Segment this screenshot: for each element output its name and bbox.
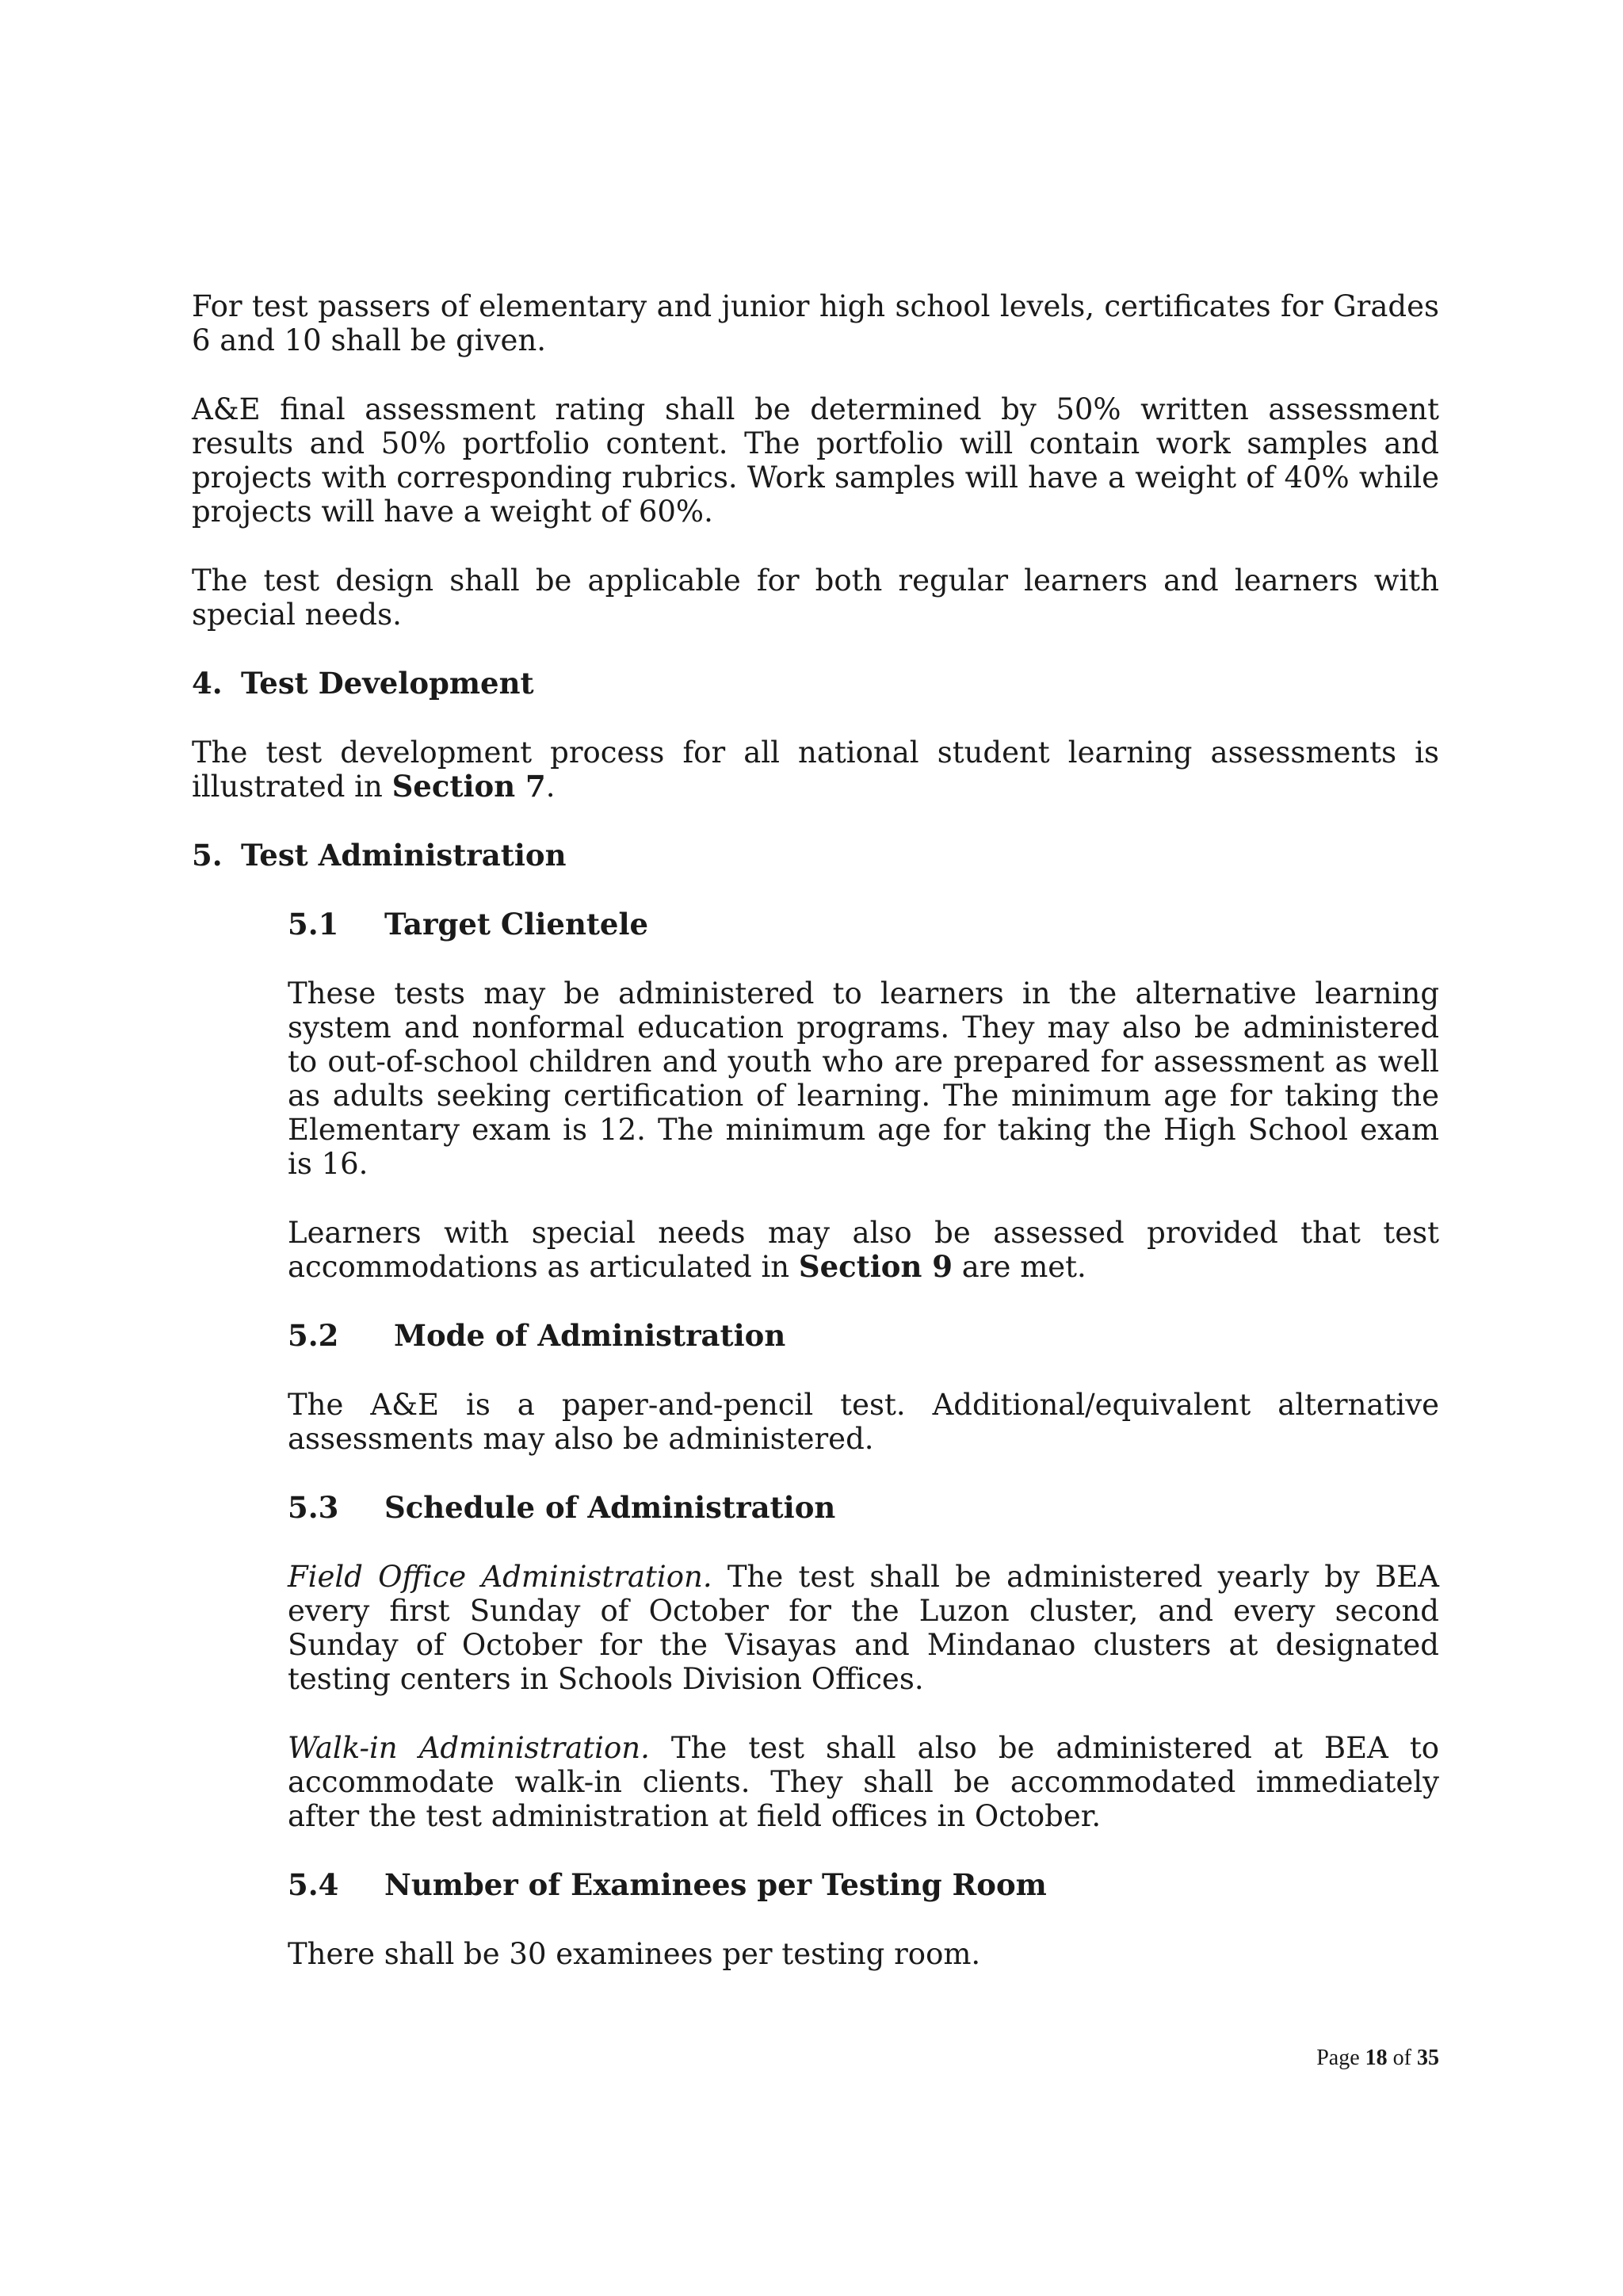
section-5-4-paragraph: There shall be 30 examinees per testing room.: [288, 1937, 981, 1971]
page-content: [192, 289, 1439, 1971]
section-5-2-number: 5.2: [288, 1318, 339, 1353]
section-4-text-before: The test development process for all national student learning assessments is illustrated in: [192, 735, 1439, 804]
total-pages: 35: [1417, 2046, 1439, 2070]
section-5-number: 5.: [192, 838, 223, 873]
section-5-1-p2-after: are met.: [953, 1250, 1086, 1284]
section-5-2-heading: [288, 1319, 1439, 1353]
page-footer: [1316, 2045, 1439, 2072]
section-5-3-heading: [288, 1491, 1439, 1525]
section-5-2-title: Mode of Administration: [394, 1318, 786, 1353]
section-7-reference: Section 7: [391, 769, 546, 804]
section-5-1-p2-before: Learners with special needs may also be assessed provided that test accommodations as articulated in: [288, 1216, 1439, 1284]
section-5-4-heading: [288, 1868, 1439, 1902]
section-5-3-title: Schedule of Administration: [384, 1490, 836, 1525]
field-office-text: The test shall be administered yearly by BEA every first Sunday of October for the Luzon cluster, and every second Sunday of October for the Visayas and Mindanao clusters at designated testing centers in Schools Division Offices.: [288, 1560, 1439, 1696]
page-label: Page: [1316, 2046, 1360, 2070]
section-5-3-paragraph-2: [288, 1731, 1439, 1833]
section-5-3-number: 5.3: [288, 1490, 339, 1525]
section-4-text: [192, 735, 1439, 804]
walk-in-text: The test shall also be administered at BEA to accommodate walk-in clients. They shall be accommodated immediately after the test administration at field offices in October.: [288, 1731, 1440, 1833]
of-label: of: [1392, 2046, 1411, 2070]
walk-in-lead: Walk-in Administration.: [288, 1731, 650, 1765]
section-5-3-paragraph-1: [288, 1560, 1439, 1696]
section-5-title: Test Administration: [241, 838, 567, 873]
section-5-1-number: 5.1: [288, 907, 339, 942]
field-office-lead: Field Office Administration.: [288, 1560, 712, 1594]
page-number: 18: [1365, 2046, 1388, 2070]
paragraph-certificates: For test passers of elementary and junior high school levels, certificates for Grades 6 and 10 shall be given.: [192, 289, 1439, 357]
section-4-title: Test Development: [241, 666, 534, 701]
section-5-1-paragraph-1: These tests may be administered to learners in the alternative learning system and nonformal education programs. They may also be administered to out-of-school children and youth who are prepared for assessment as well as adults seeking certification of learning. The minimum age for taking the Elementary exam is 12. The minimum age for taking the High School exam is 16.: [288, 976, 1439, 1181]
section-5-1-heading: [288, 907, 1439, 942]
paragraph-test-design: The test design shall be applicable for both regular learners and learners with special needs.: [192, 563, 1439, 632]
section-5-1-title: Target Clientele: [384, 907, 649, 942]
section-9-reference: Section 9: [798, 1249, 953, 1284]
section-5-4-title: Number of Examinees per Testing Room: [384, 1867, 1047, 1902]
section-4-number: 4.: [192, 666, 223, 701]
paragraph-final-rating: A&E final assessment rating shall be determined by 50% written assessment results and 50% portfolio content. The portfolio will contain work samples and projects with corresponding rubrics. Work samples will have a weight of 40% while projects will have a weight of 60%.: [192, 392, 1439, 529]
section-4-heading: [192, 667, 1439, 701]
section-5-heading: [192, 839, 1439, 873]
section-5-4-number: 5.4: [288, 1867, 339, 1902]
section-5-2-paragraph: The A&E is a paper-and-pencil test. Additional/equivalent alternative assessments may also be administered.: [288, 1388, 1439, 1456]
section-4-text-after: .: [545, 770, 556, 804]
section-5-1-paragraph-2: [288, 1216, 1439, 1284]
